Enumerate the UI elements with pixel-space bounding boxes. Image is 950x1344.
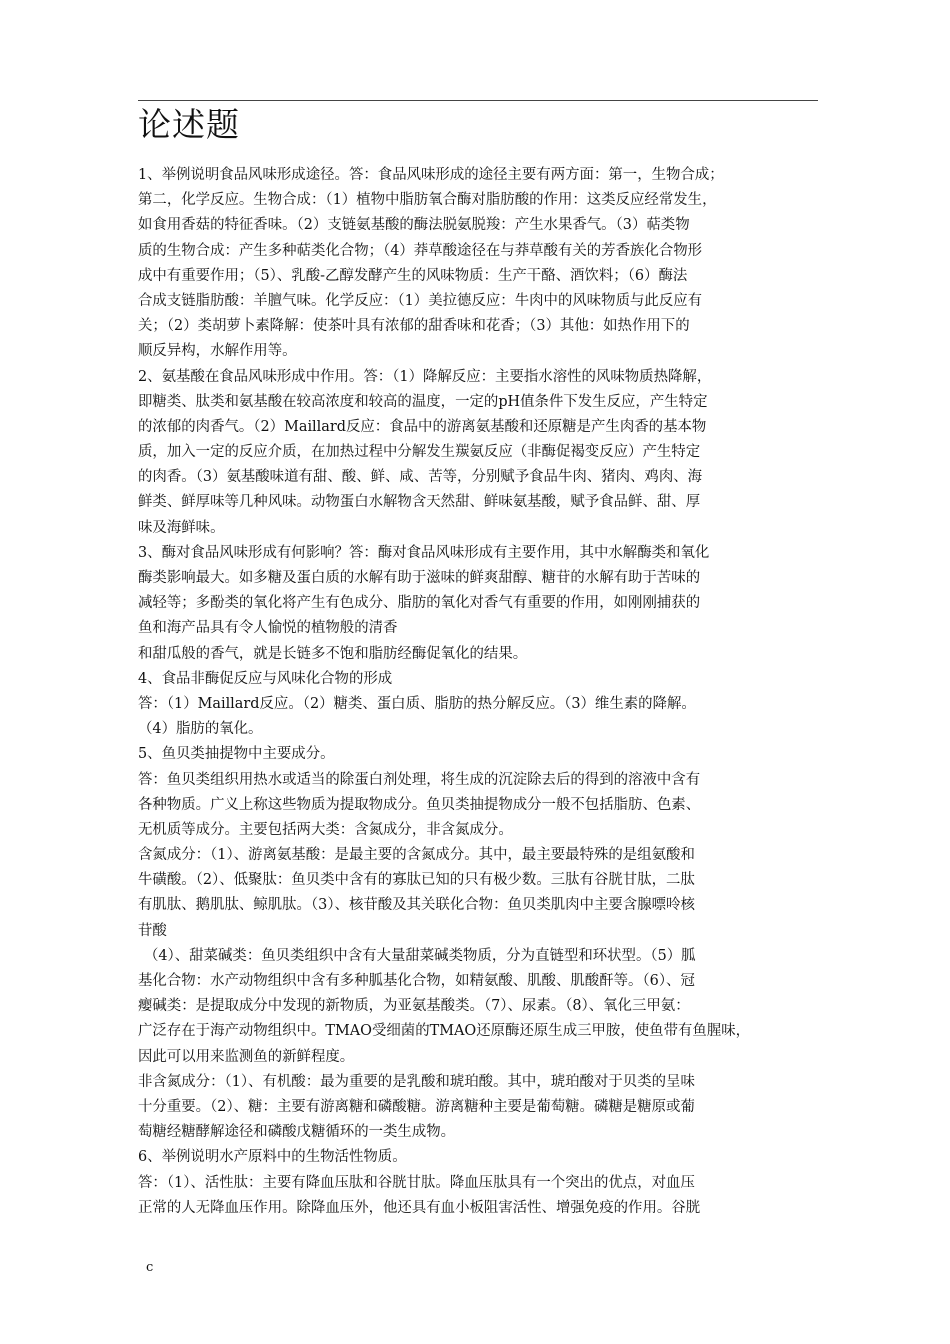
text-line: 减轻等；多酚类的氧化将产生有色成分、脂肪的氧化对香气有重要的作用，如刚刚捕获的 <box>138 595 701 612</box>
text-line: 广泛存在于海产动物组织中。TMAO受细菌的TMAO还原酶还原生成三甲胺，使鱼带有鱼腥味， <box>138 1023 751 1040</box>
text-line: 合成支链脂肪酸：羊膻气味。化学反应：（1）美拉德反应：牛肉中的风味物质与此反应有 <box>138 292 703 309</box>
text-line: 基化合物：水产动物组织中含有多种胍基化合物，如精氨酸、肌酸、肌酸酐等。（6）、冠 <box>138 973 695 989</box>
text-line: 4、食品非酶促反应与风味化合物的形成 <box>138 670 393 687</box>
text-line: 萄糖经糖酵解途径和磷酸戊糖循环的一类生成物。 <box>138 1124 456 1141</box>
text-line: 答：（1）、活性肽：主要有降血压肽和谷胱甘肽。降血压肽具有一个突出的优点，对血压 <box>138 1174 695 1191</box>
text-line: 顺反异构，水解作用等。 <box>138 343 297 360</box>
text-line: 即糖类、肽类和氨基酸在较高浓度和较高的温度，一定的pH值条件下发生反应，产生特定 <box>138 393 708 410</box>
text-line: 鱼和海产品具有令人愉悦的植物般的清香 <box>138 620 398 637</box>
text-line: 如食用香菇的特征香味。（2）支链氨基酸的酶法脱氨脱羧：产生水果香气。（3）萜类物 <box>138 217 690 234</box>
text-line: （4）、甜菜碱类：鱼贝类组织中含有大量甜菜碱类物质，分为直链型和环状型。（5）胍 <box>143 947 696 964</box>
text-line: 第二，化学反应。生物合成：（1）植物中脂肪氧合酶对脂肪酸的作用：这类反应经常发生， <box>138 192 717 209</box>
text-line: 含氮成分：（1）、游离氨基酸：是最主要的含氮成分。其中，最主要最特殊的是组氨酸和 <box>138 847 695 864</box>
text-line: 的肉香。（3）氨基酸味道有甜、酸、鲜、咸、苦等，分别赋予食品牛肉、猪肉、鸡肉、海 <box>138 469 703 486</box>
text-line: 酶类影响最大。如多糖及蛋白质的水解有助于滋味的鲜爽甜醇、糖苷的水解有助于苦味的 <box>138 570 701 586</box>
text-line: 正常的人无降血压作用。除降血压外，他还具有血小板阻害活性、增强免疫的作用。谷胱 <box>138 1199 701 1216</box>
text-line: 答：（1）Maillard反应。（2）糖类、蛋白质、脂肪的热分解反应。（3）维生素的降解。 <box>138 695 696 712</box>
text-line: 答：鱼贝类组织用热水或适当的除蛋白剂处理，将生成的沉淀除去后的得到的溶液中含有 <box>138 771 701 788</box>
header-rule <box>138 100 818 101</box>
text-line: 各种物质。广义上称这些物质为提取物成分。鱼贝类抽提物成分一般不包括脂肪、色素、 <box>138 796 701 813</box>
text-line: 和甜瓜般的香气，就是长链多不饱和脂肪经酶促氧化的结果。 <box>138 645 528 662</box>
document-body <box>138 163 828 1221</box>
text-line: 的浓郁的肉香气。（2）Maillard反应：食品中的游离氨基酸和还原糖是产生肉香的基本物 <box>138 418 707 435</box>
text-line: 关；（2）类胡萝卜素降解：使茶叶具有浓郁的甜香味和花香；（3）其他：如热作用下的 <box>138 318 690 335</box>
text-line: 有肌肽、鹅肌肽、鲸肌肽。（3）、核苷酸及其关联化合物：鱼贝类肌肉中主要含腺嘌呤核 <box>138 897 695 914</box>
text-line: （4）脂肪的氧化。 <box>138 721 263 738</box>
text-line: 因此可以用来监测鱼的新鲜程度。 <box>138 1048 355 1065</box>
text-line: 无机质等成分。主要包括两大类：含氮成分，非含氮成分。 <box>138 821 513 838</box>
text-line: 3、酶对食品风味形成有何影响？答：酶对食品风味形成有主要作用，其中水解酶类和氧化 <box>138 544 710 561</box>
text-line: 非含氮成分：（1）、有机酸：最为重要的是乳酸和琥珀酸。其中，琥珀酸对于贝类的呈味 <box>138 1073 695 1090</box>
text-line: 6、举例说明水产原料中的生物活性物质。 <box>138 1149 407 1166</box>
text-line: 2、氨基酸在食品风味形成中作用。答：（1）降解反应：主要指水溶性的风味物质热降解， <box>138 368 712 385</box>
text-line: 成中有重要作用；（5）、乳酸-乙醇发酵产生的风味物质：生产干酪、酒饮料；（6）酶法 <box>138 267 688 284</box>
page-title: 论述题 <box>138 105 240 144</box>
footer-mark: c <box>146 1260 154 1275</box>
text-line: 牛磺酸。（2）、低聚肽：鱼贝类中含有的寡肽已知的只有极少数。三肽有谷胱甘肽，二肽 <box>138 872 695 889</box>
text-line: 瘿碱类：是提取成分中发现的新物质，为亚氨基酸类。（7）、尿素。（8）、氧化三甲氨： <box>138 998 690 1015</box>
text-line: 5、鱼贝类抽提物中主要成分。 <box>138 746 335 763</box>
text-line: 鲜类、鲜厚味等几种风味。动物蛋白水解物含天然甜、鲜味氨基酸，赋予食品鲜、甜、厚 <box>138 494 701 511</box>
text-line: 质，加入一定的反应介质，在加热过程中分解发生羰氨反应（非酶促褐变反应）产生特定 <box>138 444 701 461</box>
text-line: 苷酸 <box>138 922 167 939</box>
text-line: 1、举例说明食品风味形成途径。答：食品风味形成的途径主要有两方面：第一，生物合成； <box>138 167 724 183</box>
text-line: 味及海鲜味。 <box>138 519 225 536</box>
text-line: 质的生物合成：产生多种萜类化合物；（4）莽草酸途径在与莽草酸有关的芳香族化合物形 <box>138 242 703 259</box>
text-line: 十分重要。（2）、糖：主要有游离糖和磷酸糖。游离糖种主要是葡萄糖。磷糖是糖原或葡 <box>138 1098 695 1115</box>
